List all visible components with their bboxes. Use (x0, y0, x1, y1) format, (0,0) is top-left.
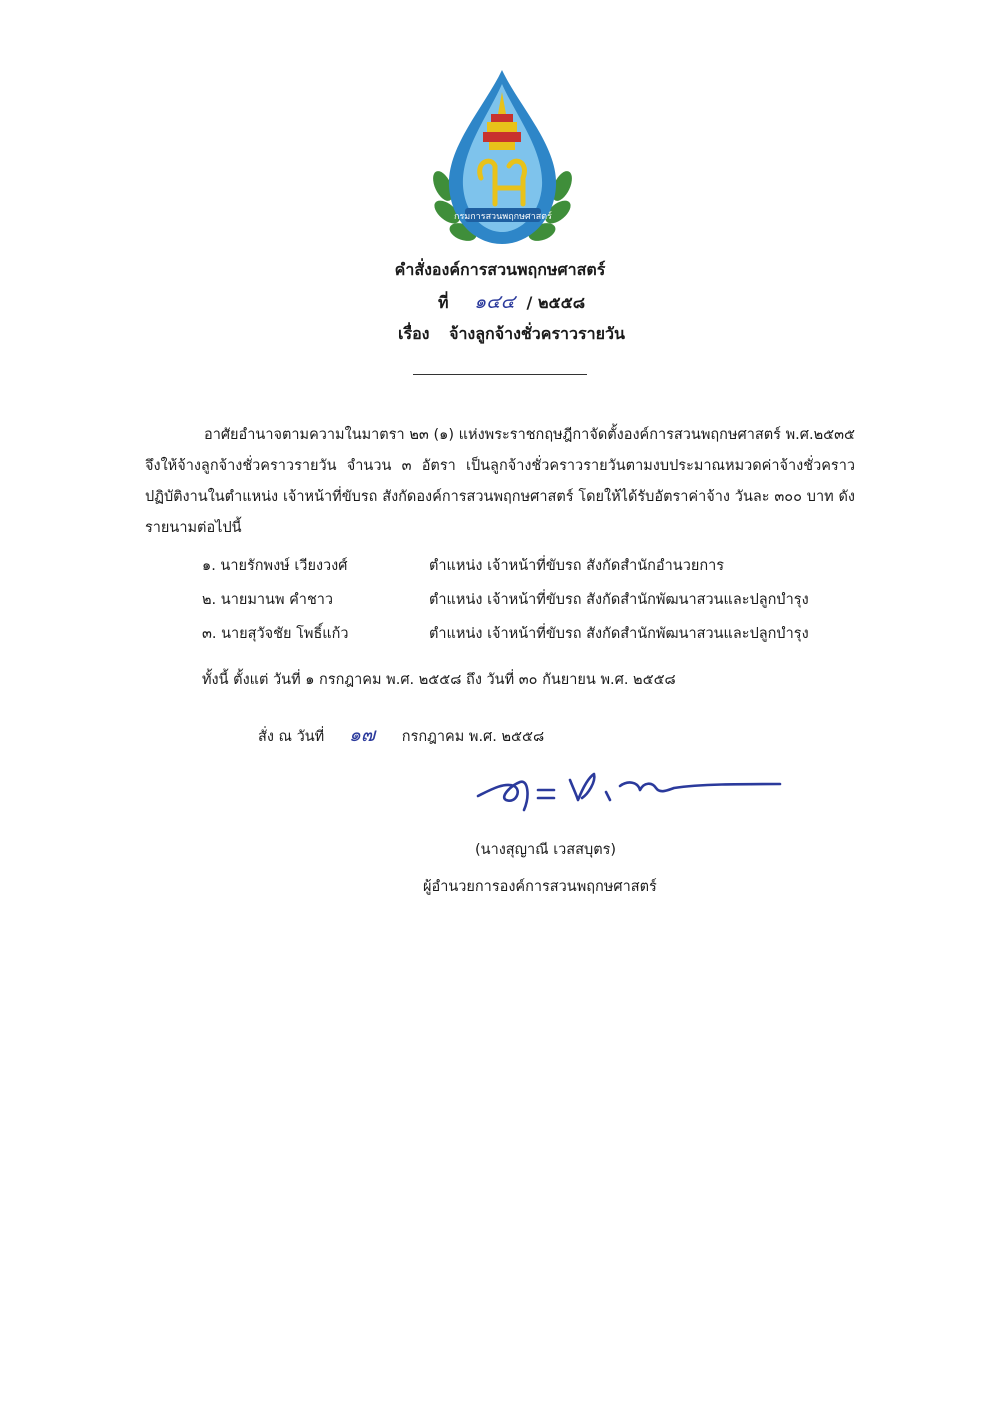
employee-name: ๒. นายมานพ คำชาว (202, 592, 334, 608)
order-number-handwritten: ๑๔๔ (474, 291, 515, 313)
employment-period: ทั้งนี้ ตั้งแต่ วันที่ ๑ กรกฎาคม พ.ศ. ๒๕๕๘ ถึง วันที่ ๓๐ กันยายน พ.ศ. ๒๕๕๘ (202, 672, 676, 688)
employee-position: ตำแหน่ง เจ้าหน้าที่ขับรถ สังกัดสำนักอำนวยการ (429, 558, 725, 574)
signer-name: (นางสุญาณี เวสสบุตร) (475, 842, 617, 858)
order-subject (398, 322, 625, 347)
order-paragraph: อาศัยอำนาจตามความในมาตรา ๒๓ (๑) แห่งพระราชกฤษฎีกาจัดตั้งองค์การสวนพฤกษศาสตร์ พ.ศ.๒๕๓๕ จึงให้จ้างลูกจ้างชั่วคราวรายวัน จำนวน ๓ อัตรา เป็นลูกจ้างชั่วคราวรายวันตามงบประมาณหมวดค่าจ้างชั่วคราว ปฏิบัติงานในตำแหน่ง เจ้าหน้าที่ขับรถ สังกัดองค์การสวนพฤกษศาสตร์ โดยให้ได้รับอัตราค่าจ้าง วันละ ๓๐๐ บาท ดังรายนามต่อไปนี้ (145, 427, 855, 536)
divider (413, 374, 587, 375)
signer-position: ผู้อำนวยการองค์การสวนพฤกษศาสตร์ (423, 879, 657, 895)
botanical-garden-logo (425, 66, 580, 256)
employee-row (202, 622, 902, 645)
employee-position: ตำแหน่ง เจ้าหน้าที่ขับรถ สังกัดสำนักพัฒนาสวนและปลูกบำรุง (429, 592, 809, 608)
order-date (258, 720, 544, 750)
employee-name: ๓. นายสุวัจชัย โพธิ์แก้ว (202, 626, 349, 642)
employee-position: ตำแหน่ง เจ้าหน้าที่ขับรถ สังกัดสำนักพัฒนาสวนและปลูกบำรุง (429, 626, 809, 642)
order-title: คำสั่งองค์การสวนพฤกษศาสตร์ (394, 260, 606, 279)
employee-row (202, 588, 902, 611)
order-date-label: สั่ง ณ วันที่ (258, 729, 325, 745)
order-date-rest: กรกฎาคม พ.ศ. ๒๕๕๘ (401, 729, 545, 745)
svg-text:กรมการสวนพฤกษศาสตร์: กรมการสวนพฤกษศาสตร์ (454, 212, 552, 222)
order-number-label: ที่ (438, 293, 449, 312)
handwritten-signature (470, 760, 790, 820)
order-date-day-handwritten: ๑๗ (348, 724, 376, 746)
order-number (438, 287, 585, 317)
subject-label: เรื่อง (398, 324, 430, 343)
employee-name: ๑. นายรักพงษ์ เวียงวงศ์ (202, 558, 348, 574)
order-number-year: / ๒๕๕๘ (526, 293, 586, 312)
employee-row (202, 554, 902, 577)
subject-value: จ้างลูกจ้างชั่วคราวรายวัน (449, 324, 625, 343)
